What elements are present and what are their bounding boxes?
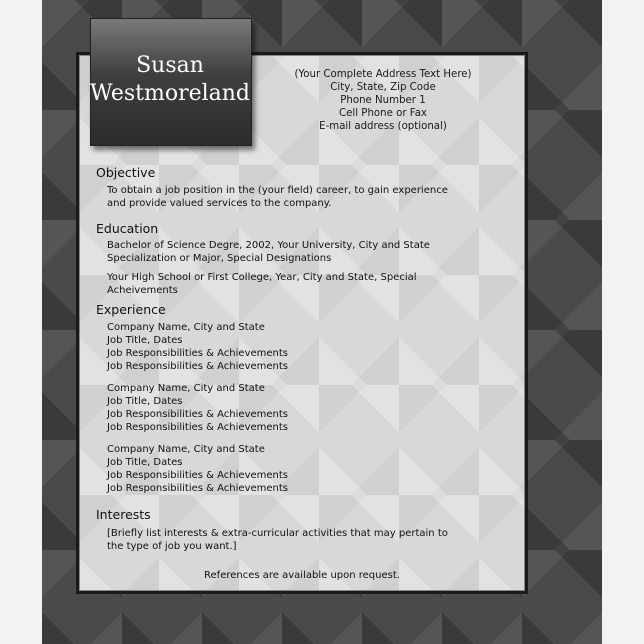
objective-text: [107, 184, 507, 210]
text-line: Job Responsibilities & Achievements: [107, 470, 289, 481]
education-entry: [107, 271, 507, 297]
text-line: Job Responsibilities & Achievements: [107, 422, 289, 433]
text-line: [Briefly list interests & extra-curricular activities that may pertain to: [107, 528, 448, 539]
interests-text: [107, 527, 507, 553]
text-line: Job Title, Dates: [107, 335, 183, 346]
contact-line: City, State, Zip Code: [330, 82, 436, 93]
interests-heading: Interests: [96, 507, 151, 522]
text-line: To obtain a job position in the (your field) career, to gain experience: [107, 185, 448, 196]
text-line: Job Responsibilities & Achievements: [107, 361, 289, 372]
experience-entry: [107, 443, 507, 495]
contact-line: (Your Complete Address Text Here): [294, 69, 472, 80]
text-line: the type of job you want.]: [107, 541, 237, 552]
name-last: Westmoreland: [90, 81, 251, 106]
applicant-name: [90, 52, 250, 108]
text-line: Job Responsibilities & Achievements: [107, 348, 289, 359]
contact-block: [258, 68, 508, 133]
contact-line: E-mail address (optional): [319, 121, 447, 132]
text-line: and provide valued services to the company.: [107, 198, 332, 209]
contact-line: Cell Phone or Fax: [339, 108, 427, 119]
education-heading: Education: [96, 221, 159, 236]
text-line: Job Responsibilities & Achievements: [107, 409, 289, 420]
contact-line: Phone Number 1: [340, 95, 426, 106]
education-entry: [107, 239, 507, 265]
text-line: Job Title, Dates: [107, 457, 183, 468]
text-line: Job Responsibilities & Achievements: [107, 483, 289, 494]
experience-heading: Experience: [96, 302, 166, 317]
references-note: References are available upon request.: [204, 570, 400, 581]
text-line: Company Name, City and State: [107, 383, 265, 394]
text-line: Acheivements: [107, 285, 178, 296]
experience-entry: [107, 382, 507, 434]
name-first: Susan: [136, 53, 204, 78]
text-line: Company Name, City and State: [107, 322, 265, 333]
objective-heading: Objective: [96, 165, 156, 180]
text-line: Specialization or Major, Special Designations: [107, 253, 332, 264]
text-line: Your High School or First College, Year, City and State, Special: [107, 272, 417, 283]
text-line: Bachelor of Science Degre, 2002, Your University, City and State: [107, 240, 430, 251]
experience-entry: [107, 321, 507, 373]
text-line: Job Title, Dates: [107, 396, 183, 407]
text-line: Company Name, City and State: [107, 444, 265, 455]
